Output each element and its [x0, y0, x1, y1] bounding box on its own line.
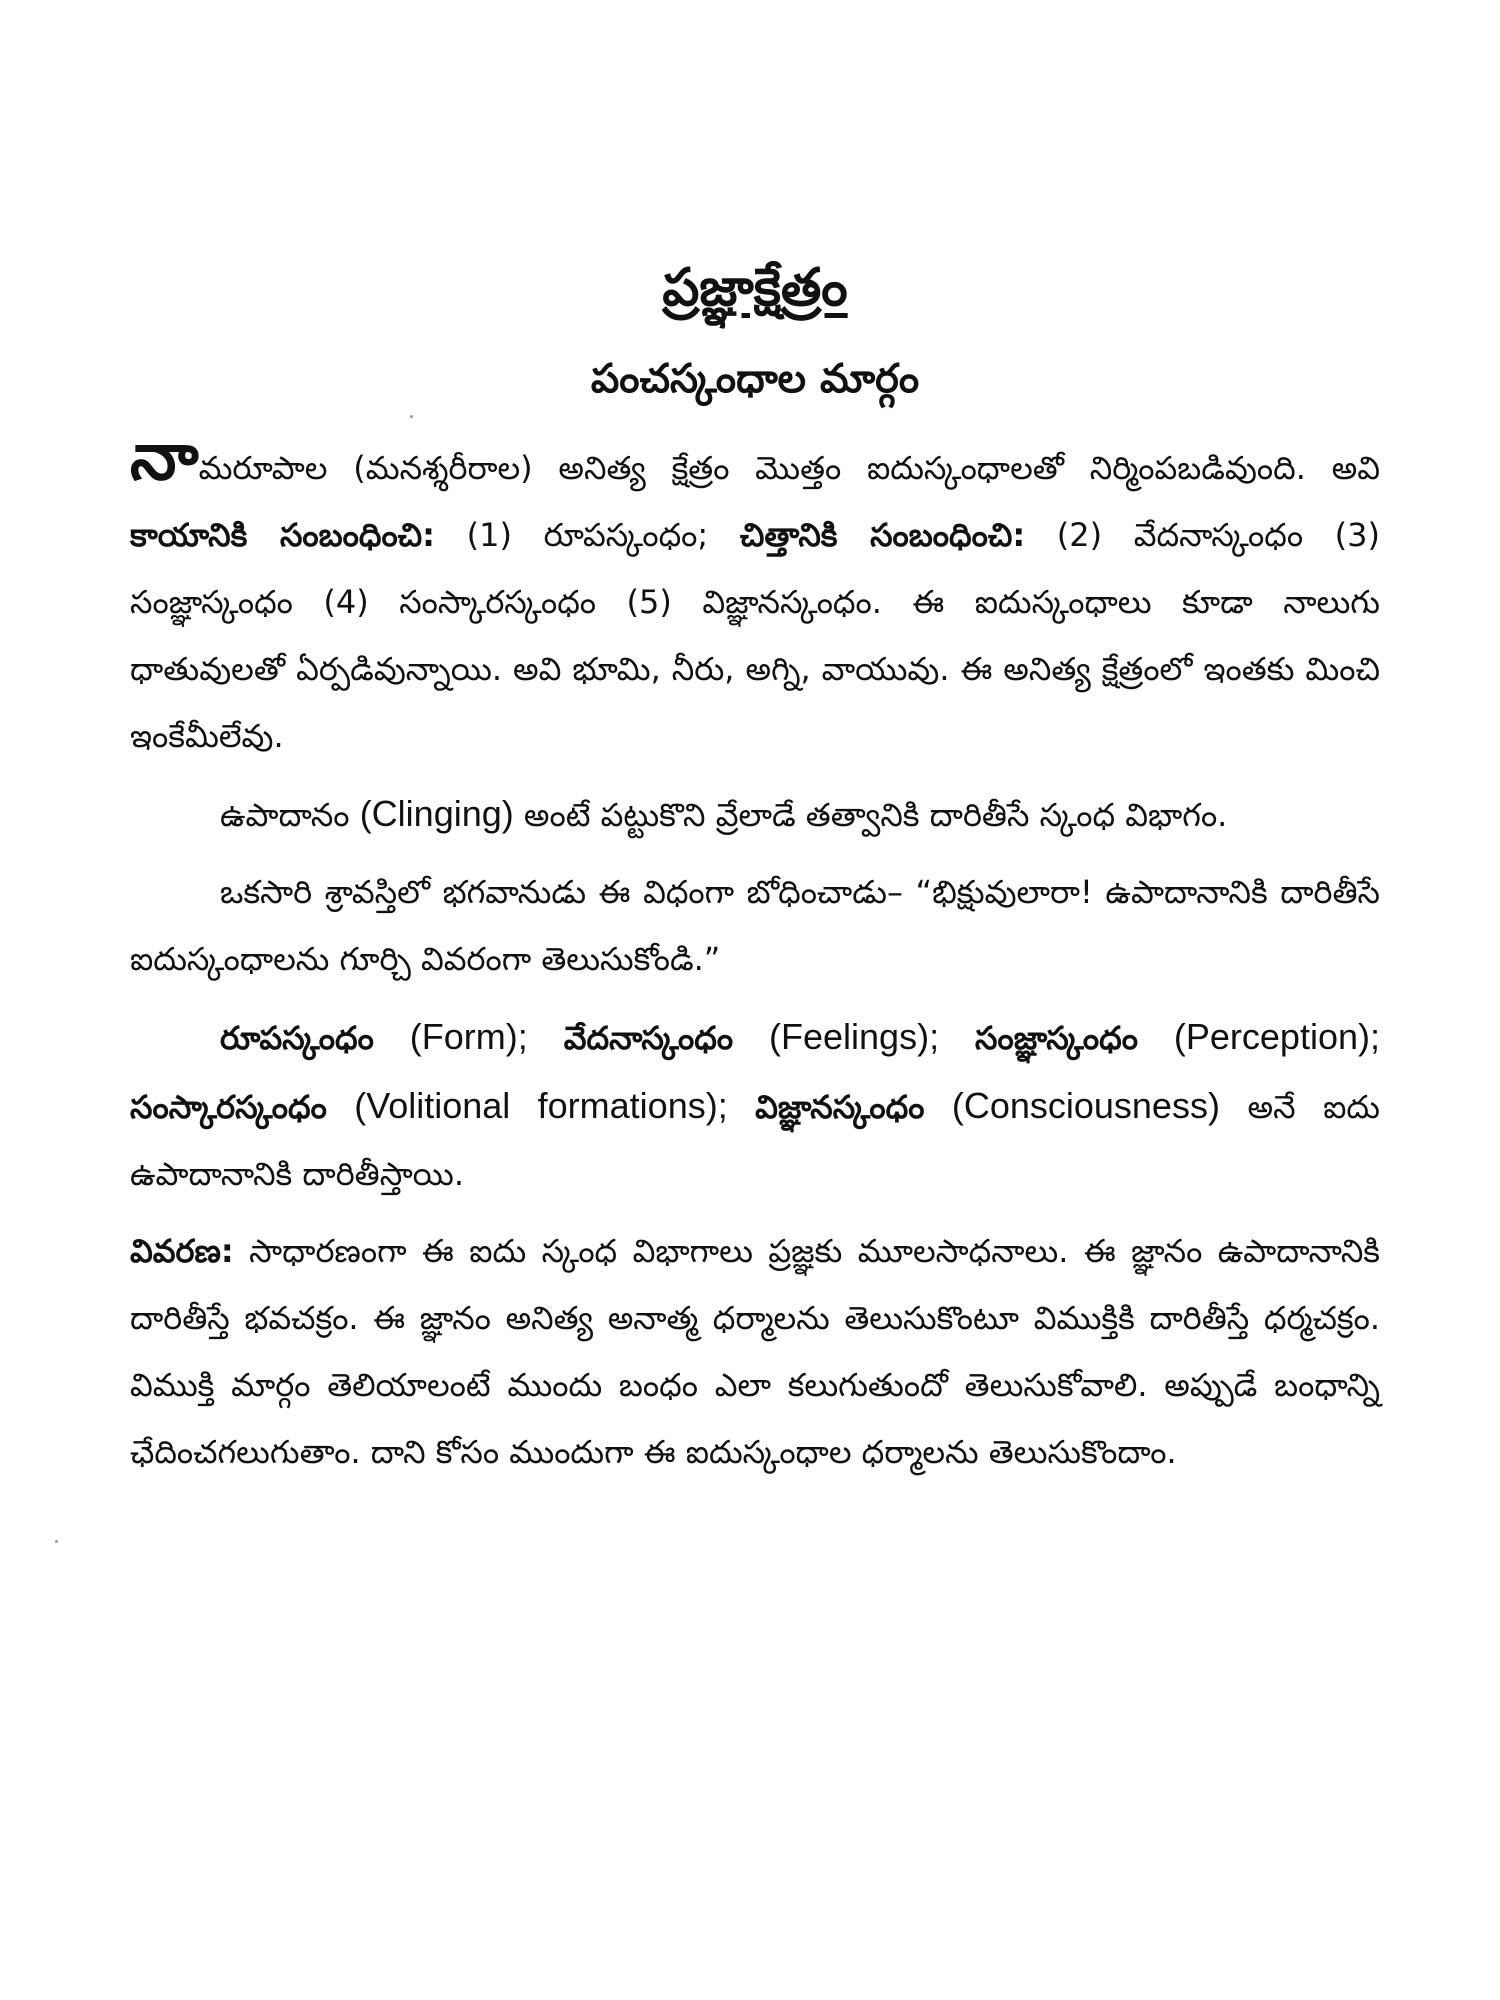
explanation-label: వివరణ: — [130, 1231, 234, 1270]
paragraph-five-aggregates — [130, 1003, 1380, 1208]
bold-term: చిత్తానికి సంబంధించి: — [739, 515, 1026, 554]
english-term: (Perception); — [1137, 1015, 1380, 1057]
bold-term: సంజ్ఞాస్కంధం — [975, 1018, 1138, 1057]
english-term: (Form); — [373, 1015, 564, 1057]
text-run: (2) వేదనాస్కంధం (3) సంజ్ఞాస్కంధం (4) సంస్కారస్కంధం (5) విజ్ఞానస్కంధం. ఈ ఐదుస్కంధాలు కూడా నాలుగు ధాతువులతో ఏర్పడివున్నాయి. అవి భూమి, నీరు, అగ్ని, వాయువు. ఈ అనిత్య క్షేత్రంలో ఇంతకు మించి ఇంకేమీలేవు. — [130, 515, 1381, 755]
drop-cap: నా — [130, 417, 199, 495]
paragraph-explanation — [130, 1218, 1380, 1486]
text-run: మరూపాల (మనశ్శరీరాల) అనిత్య క్షేత్రం మొత్తం ఐదుస్కంధాలతో నిర్మింపబడివుంది. అవి — [198, 448, 1380, 487]
bold-term: రూపస్కంధం — [220, 1018, 374, 1057]
bold-term: వేదనాస్కంధం — [563, 1018, 734, 1057]
text-run: సాధారణంగా ఈ ఐదు స్కంధ విభాగాలు ప్రజ్ఞకు మూలసాధనాలు. ఈ జ్ఞానం ఉపాదానానికి దారితీస్తే భవచక్రం. ఈ జ్ఞానం అనిత్య అనాత్మ ధర్మాలను తెలుసుకొంటూ విముక్తికి దారితీస్తే ధర్మచక్రం. విముక్తి మార్గం తెలియాలంటే ముందు బంధం ఎలా కలుగుతుందో తెలుసుకోవాలి. అప్పుడే బంధాన్ని ఛేదించగలుగుతాం. దాని కోసం ముందుగా ఈ ఐదుస్కంధాల ధర్మాలను తెలుసుకొందాం. — [130, 1231, 1380, 1471]
paragraph-intro — [130, 417, 1381, 770]
bold-term: విజ్ఞానస్కంధం — [755, 1087, 925, 1126]
english-term: (Clinging) — [359, 792, 514, 834]
english-term: (Consciousness) — [924, 1084, 1220, 1126]
text-run: (1) రూపస్కంధం; — [434, 515, 740, 554]
english-term: (Volitional formations); — [326, 1084, 756, 1126]
bold-term: కాయానికి సంబంధించి: — [130, 515, 435, 554]
document-page — [130, 255, 1380, 1496]
page-title: ప్రజ్ఞాక్షేత్రం — [662, 258, 848, 318]
text-run: అనే ఐదు ఉపాదానానికి దారితీస్తాయి. — [130, 1087, 1380, 1193]
english-term: (Feelings); — [733, 1015, 976, 1057]
text-run: ఒకసారి శ్రావస్తిలో భగవానుడు ఈ విధంగా బోధించాడు– “భిక్షువులారా! ఉపాదానానికి దారితీసే ఐదుస్కంధాలను గూర్చి వివరంగా తెలుసుకోండి.” — [130, 872, 1380, 978]
text-run: అంటే పట్టుకొని వ్రేలాడే తత్వానికి దారితీసే స్కంధ విభాగం. — [513, 795, 1228, 834]
page-subtitle: పంచస్కంధాల మార్గం — [590, 355, 920, 402]
paragraph-clinging — [130, 780, 1380, 849]
paragraph-quote — [130, 859, 1380, 993]
text-run: ఉపాదానం — [220, 795, 360, 834]
scan-dot — [55, 1540, 58, 1543]
bold-term: సంస్కారస్కంధం — [130, 1087, 327, 1126]
